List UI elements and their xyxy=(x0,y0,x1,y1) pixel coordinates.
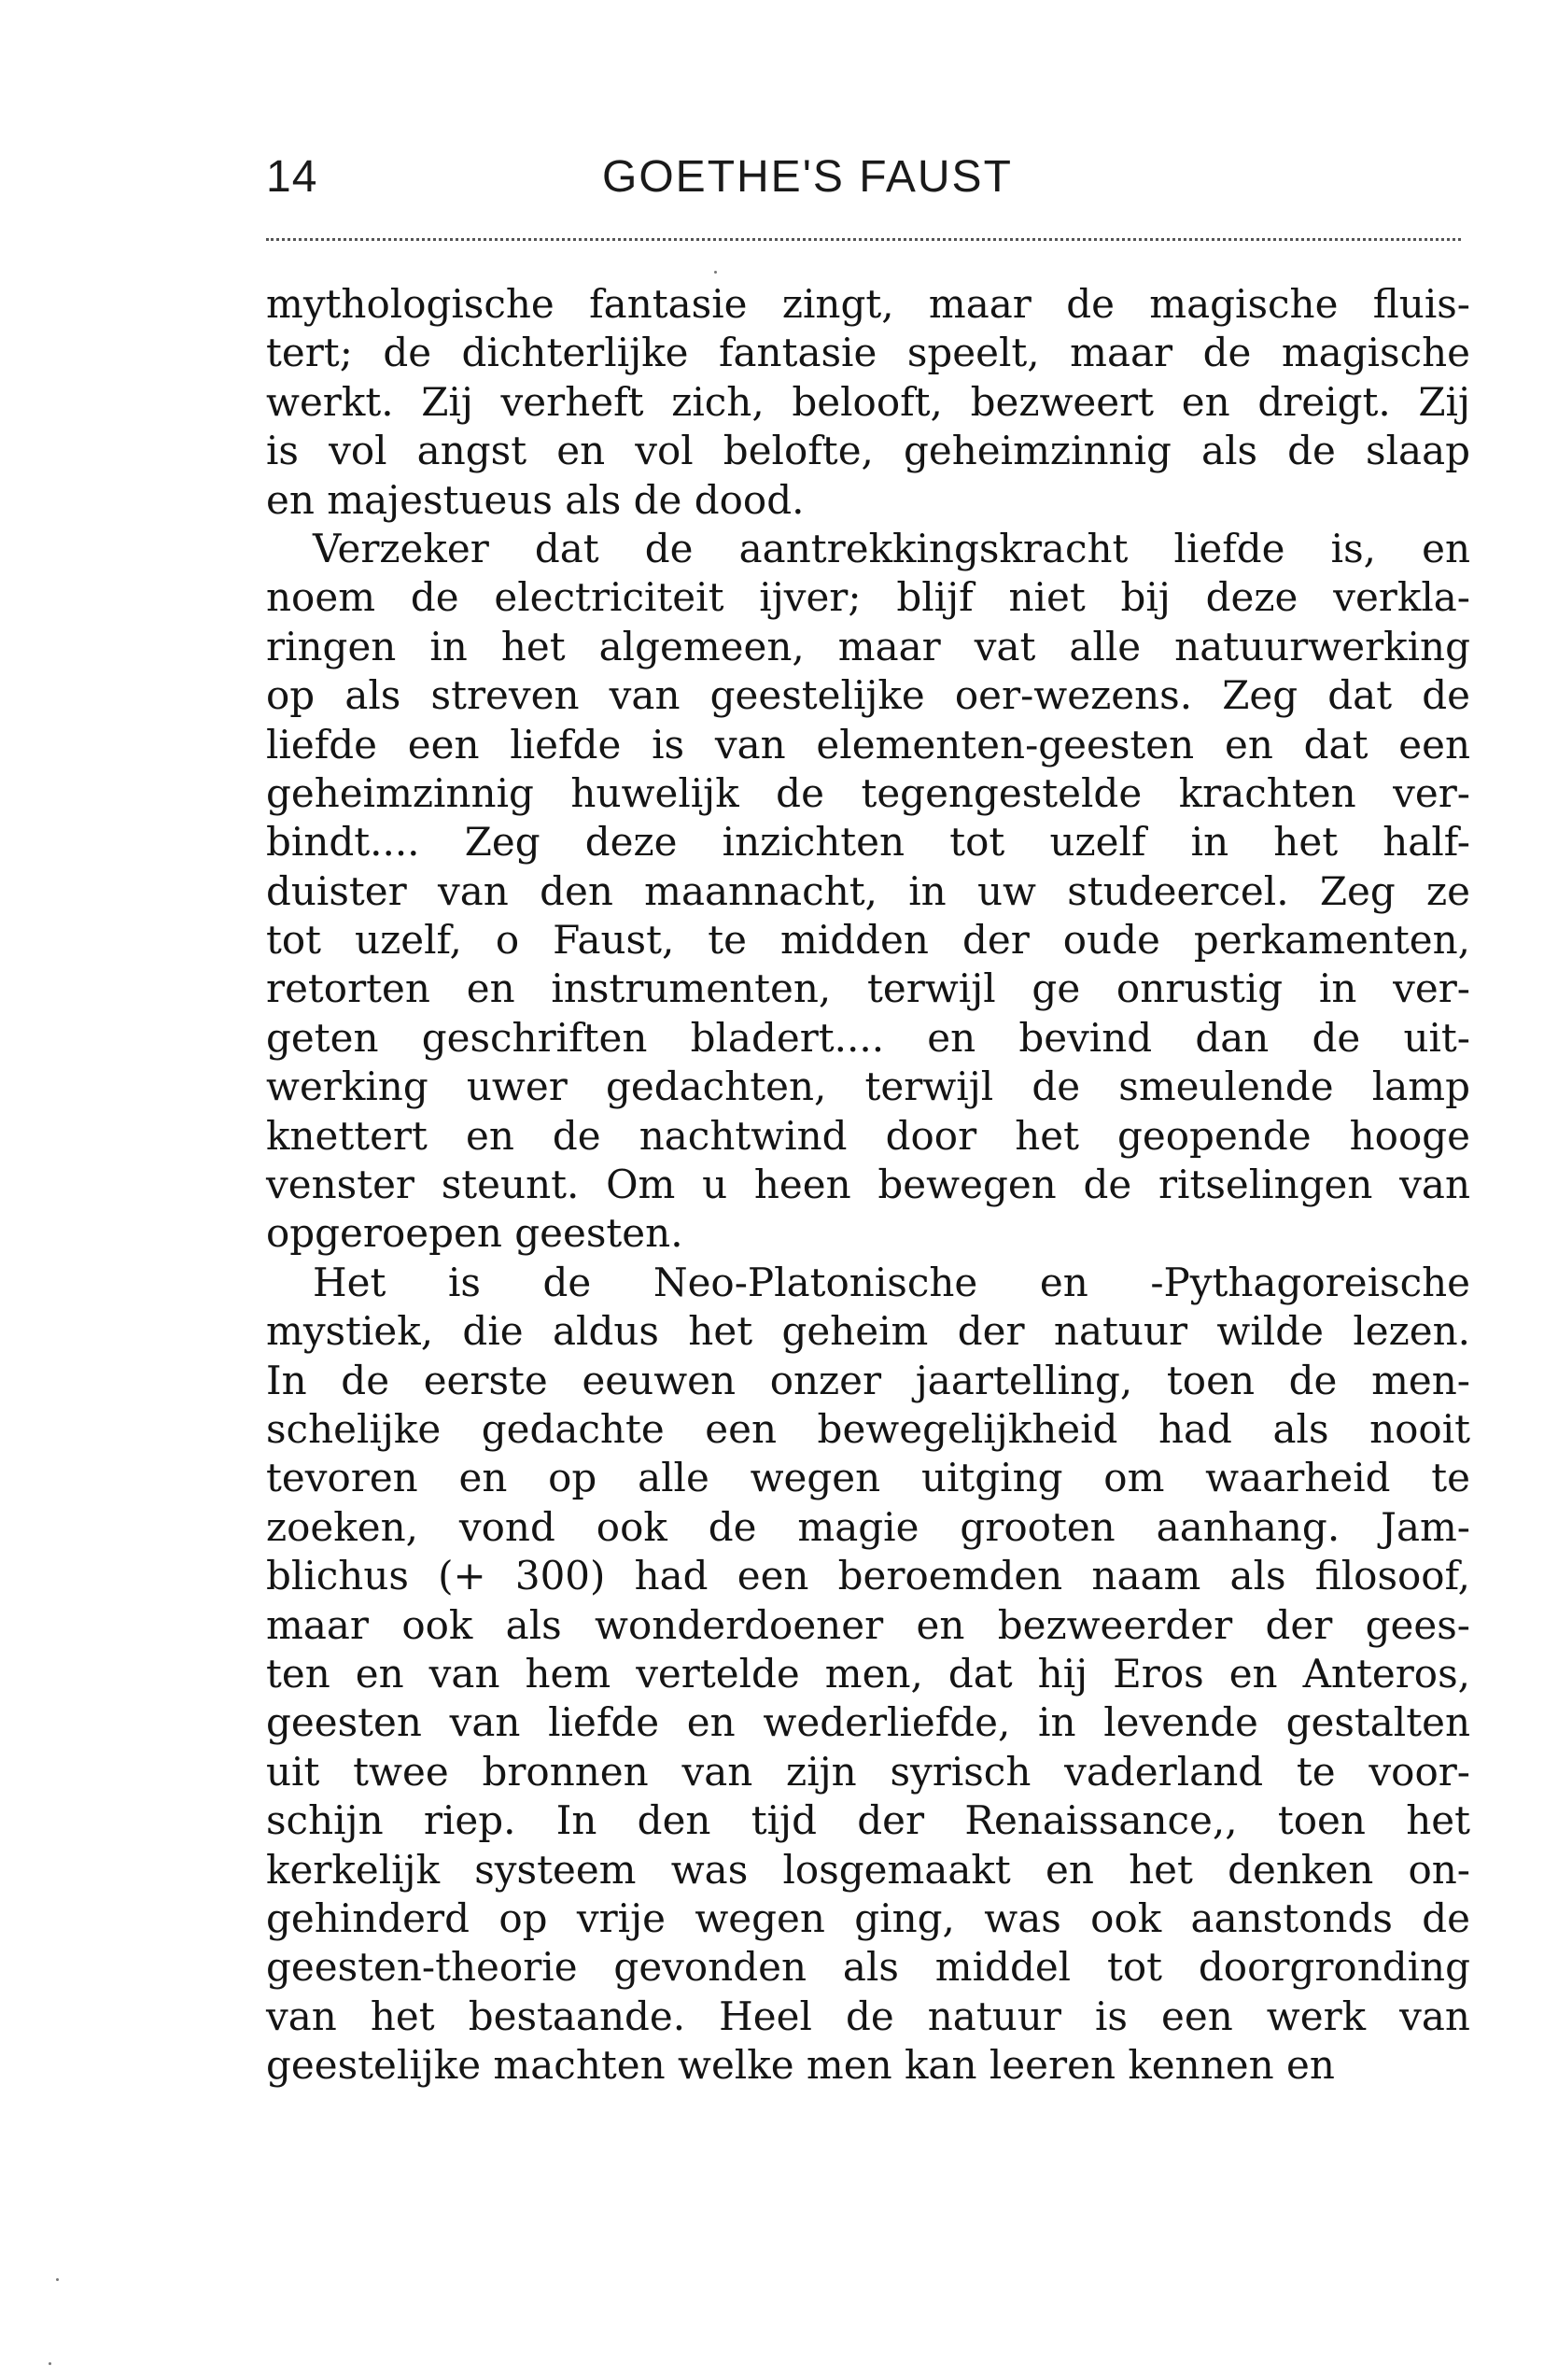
text-line: venster steunt. Om u heen bewegen de ritselingen van xyxy=(266,1162,1470,1208)
text-line: retorten en instrumenten, terwijl ge onrustig in ver- xyxy=(266,965,1470,1012)
text-line: uit twee bronnen van zijn syrisch vaderland te voor- xyxy=(266,1748,1470,1795)
text-line: werking uwer gedachten, terwijl de smeulende lamp xyxy=(266,1063,1470,1110)
text-line: liefde een liefde is van elementen-geesten en dat een xyxy=(266,721,1470,768)
text-line: kerkelijk systeem was losgemaakt en het denken on- xyxy=(266,1846,1470,1893)
text-line: is vol angst en vol belofte, geheimzinnig als de slaap xyxy=(266,428,1470,474)
print-speck xyxy=(49,2362,51,2365)
paragraph xyxy=(266,280,1470,525)
text-line: zoeken, vond ook de magie grooten aanhang. Jam- xyxy=(266,1503,1470,1550)
header-rule xyxy=(266,238,1461,241)
text-line: geesten van liefde en wederliefde, in levende gestalten xyxy=(266,1699,1470,1746)
text-line: mythologische fantasie zingt, maar de magische fluis- xyxy=(266,281,1470,327)
body-text xyxy=(266,280,1470,2090)
text-line: schelijke gedachte een bewegelijkheid had als nooit xyxy=(266,1405,1470,1452)
text-line: bindt.... Zeg deze inzichten tot uzelf in het half- xyxy=(266,819,1470,866)
text-line: van het bestaande. Heel de natuur is een werk van xyxy=(266,1993,1470,2039)
text-line: gehinderd op vrije wegen ging, was ook aanstonds de xyxy=(266,1894,1470,1941)
text-line: geestelijke machten welke men kan leeren kennen en xyxy=(266,2042,1335,2089)
text-line: op als streven van geestelijke oer-wezens. Zeg dat de xyxy=(266,672,1470,719)
page-number: 14 xyxy=(266,152,318,202)
paragraph xyxy=(266,1259,1470,2091)
text-line: knettert en de nachtwind door het geopende hooge xyxy=(266,1112,1470,1159)
text-line: noem de electriciteit ijver; blijf niet bij deze verkla- xyxy=(266,574,1470,621)
text-line: tevoren en op alle wegen uitging om waarheid te xyxy=(266,1455,1470,1501)
page-header xyxy=(266,140,1461,215)
text-line: In de eerste eeuwen onzer jaartelling, toen de men- xyxy=(266,1357,1470,1403)
text-line: mystiek, die aldus het geheim der natuur wilde lezen. xyxy=(266,1308,1470,1355)
text-line: maar ook als wonderdoener en bezweerder der gees- xyxy=(266,1601,1470,1648)
text-line: schijn riep. In den tijd der Renaissance,, toen het xyxy=(266,1797,1470,1844)
text-line: tot uzelf, o Faust, te midden der oude perkamenten, xyxy=(266,917,1470,964)
text-line: geheimzinnig huwelijk de tegengestelde krachten ver- xyxy=(266,769,1470,816)
paragraph xyxy=(266,525,1470,1259)
text-line: duister van den maannacht, in uw studeercel. Zeg ze xyxy=(266,867,1470,914)
text-line: Het is de Neo-Platonische en -Pythagoreische xyxy=(313,1259,1470,1305)
print-speck xyxy=(56,2278,59,2281)
running-title: GOETHE'S FAUST xyxy=(602,152,1013,202)
text-line: en majestueus als de dood. xyxy=(266,476,805,523)
text-line: geten geschriften bladert.... en bevind dan de uit- xyxy=(266,1014,1470,1061)
text-line: blichus (+ 300) had een beroemden naam als filosoof, xyxy=(266,1553,1470,1599)
text-line: Verzeker dat de aantrekkingskracht liefde is, en xyxy=(313,525,1470,571)
text-line: ten en van hem vertelde men, dat hij Eros en Anteros, xyxy=(266,1650,1470,1697)
text-line: opgeroepen geesten. xyxy=(266,1210,683,1257)
text-line: tert; de dichterlijke fantasie speelt, maar de magische xyxy=(266,330,1470,376)
text-line: ringen in het algemeen, maar vat alle natuurwerking xyxy=(266,623,1470,669)
print-speck xyxy=(714,271,717,274)
text-line: geesten-theorie gevonden als middel tot doorgronding xyxy=(266,1944,1470,1991)
text-line: werkt. Zij verheft zich, belooft, bezweert en dreigt. Zij xyxy=(266,378,1470,425)
